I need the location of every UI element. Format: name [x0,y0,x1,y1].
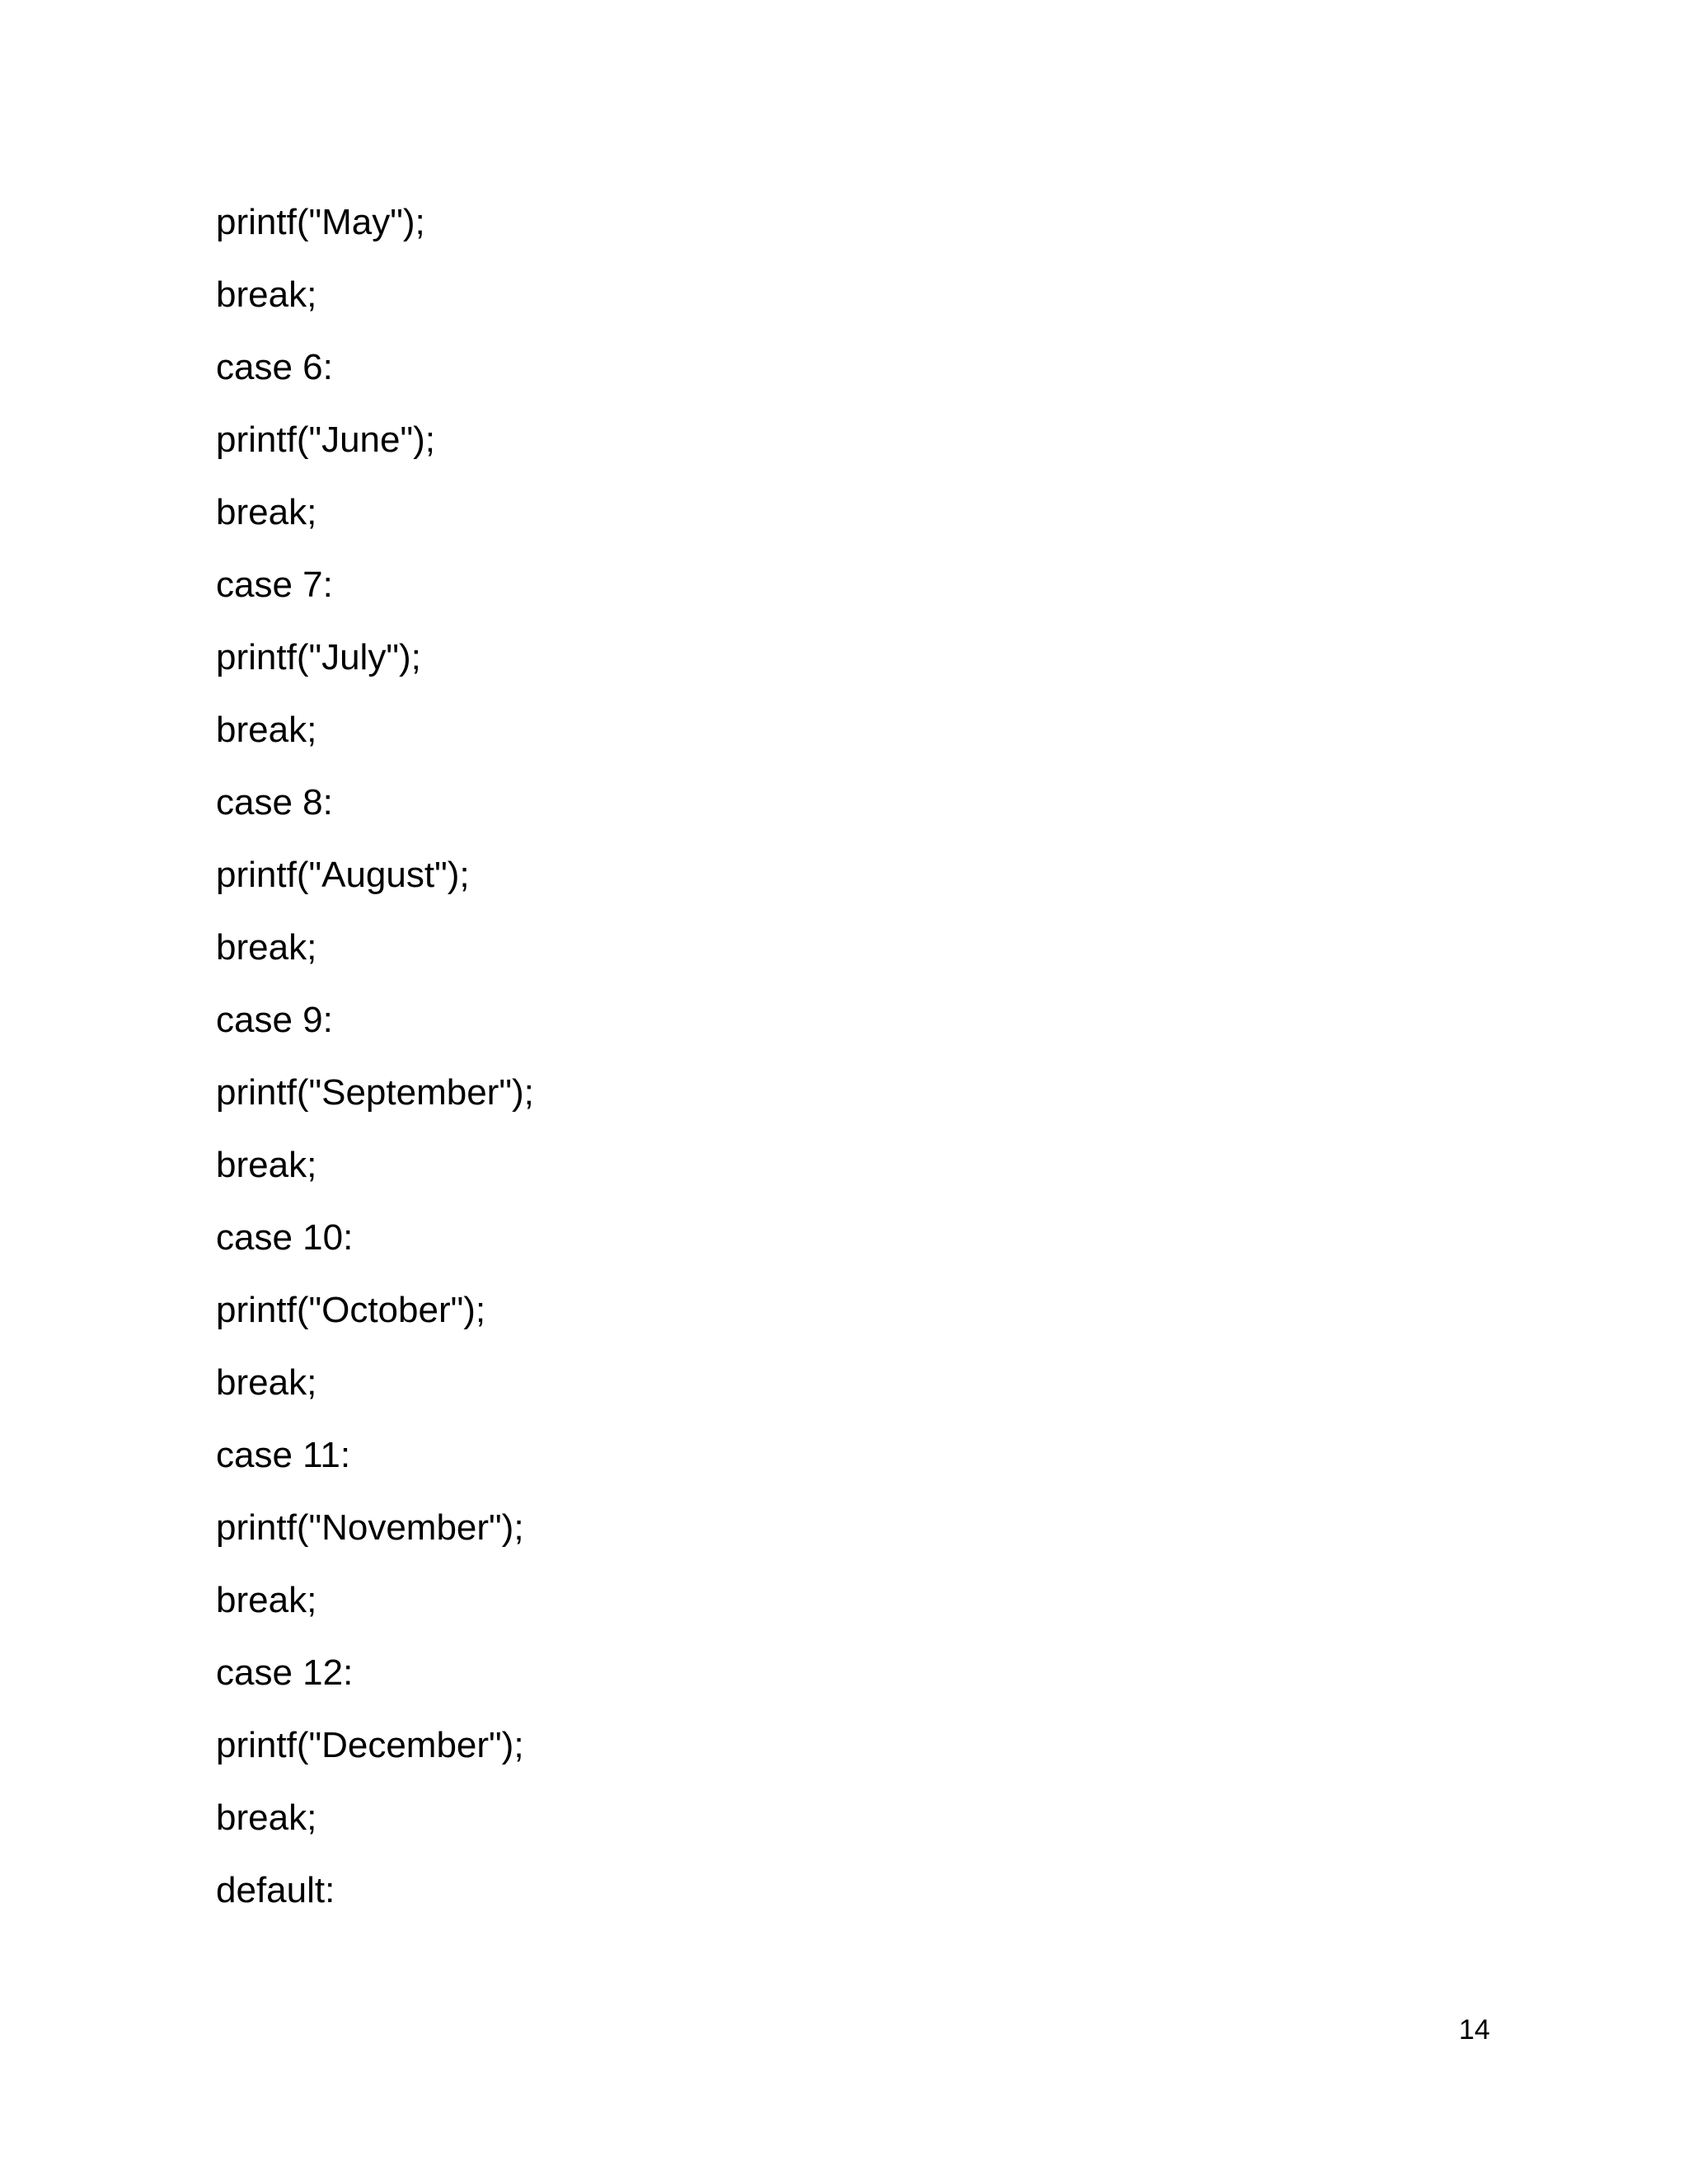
code-line: printf("September"); [216,1072,534,1113]
code-line: case 8: [216,782,333,823]
code-line: break; [216,1580,317,1620]
code-line: break; [216,1797,317,1838]
code-line: default: [216,1870,335,1910]
code-line: break; [216,1362,317,1403]
code-line: break; [216,710,317,750]
page-number: 14 [1459,2014,1490,2046]
code-line: break; [216,927,317,968]
code-line: case 6: [216,347,333,387]
code-line: break; [216,492,317,532]
code-line: printf("June"); [216,419,435,460]
code-line: printf("December"); [216,1725,524,1765]
code-line: break; [216,274,317,315]
code-line: case 11: [216,1435,351,1475]
code-line: printf("October"); [216,1290,486,1330]
code-line: case 7: [216,565,333,605]
code-line: printf("August"); [216,855,470,895]
code-line: printf("November"); [216,1507,524,1548]
code-line: printf("May"); [216,202,425,242]
code-line: case 9: [216,1000,333,1040]
code-line: case 12: [216,1652,354,1693]
code-line: case 10: [216,1217,354,1258]
code-line: printf("July"); [216,637,421,677]
code-line: break; [216,1145,317,1185]
code-block [216,198,1452,1938]
